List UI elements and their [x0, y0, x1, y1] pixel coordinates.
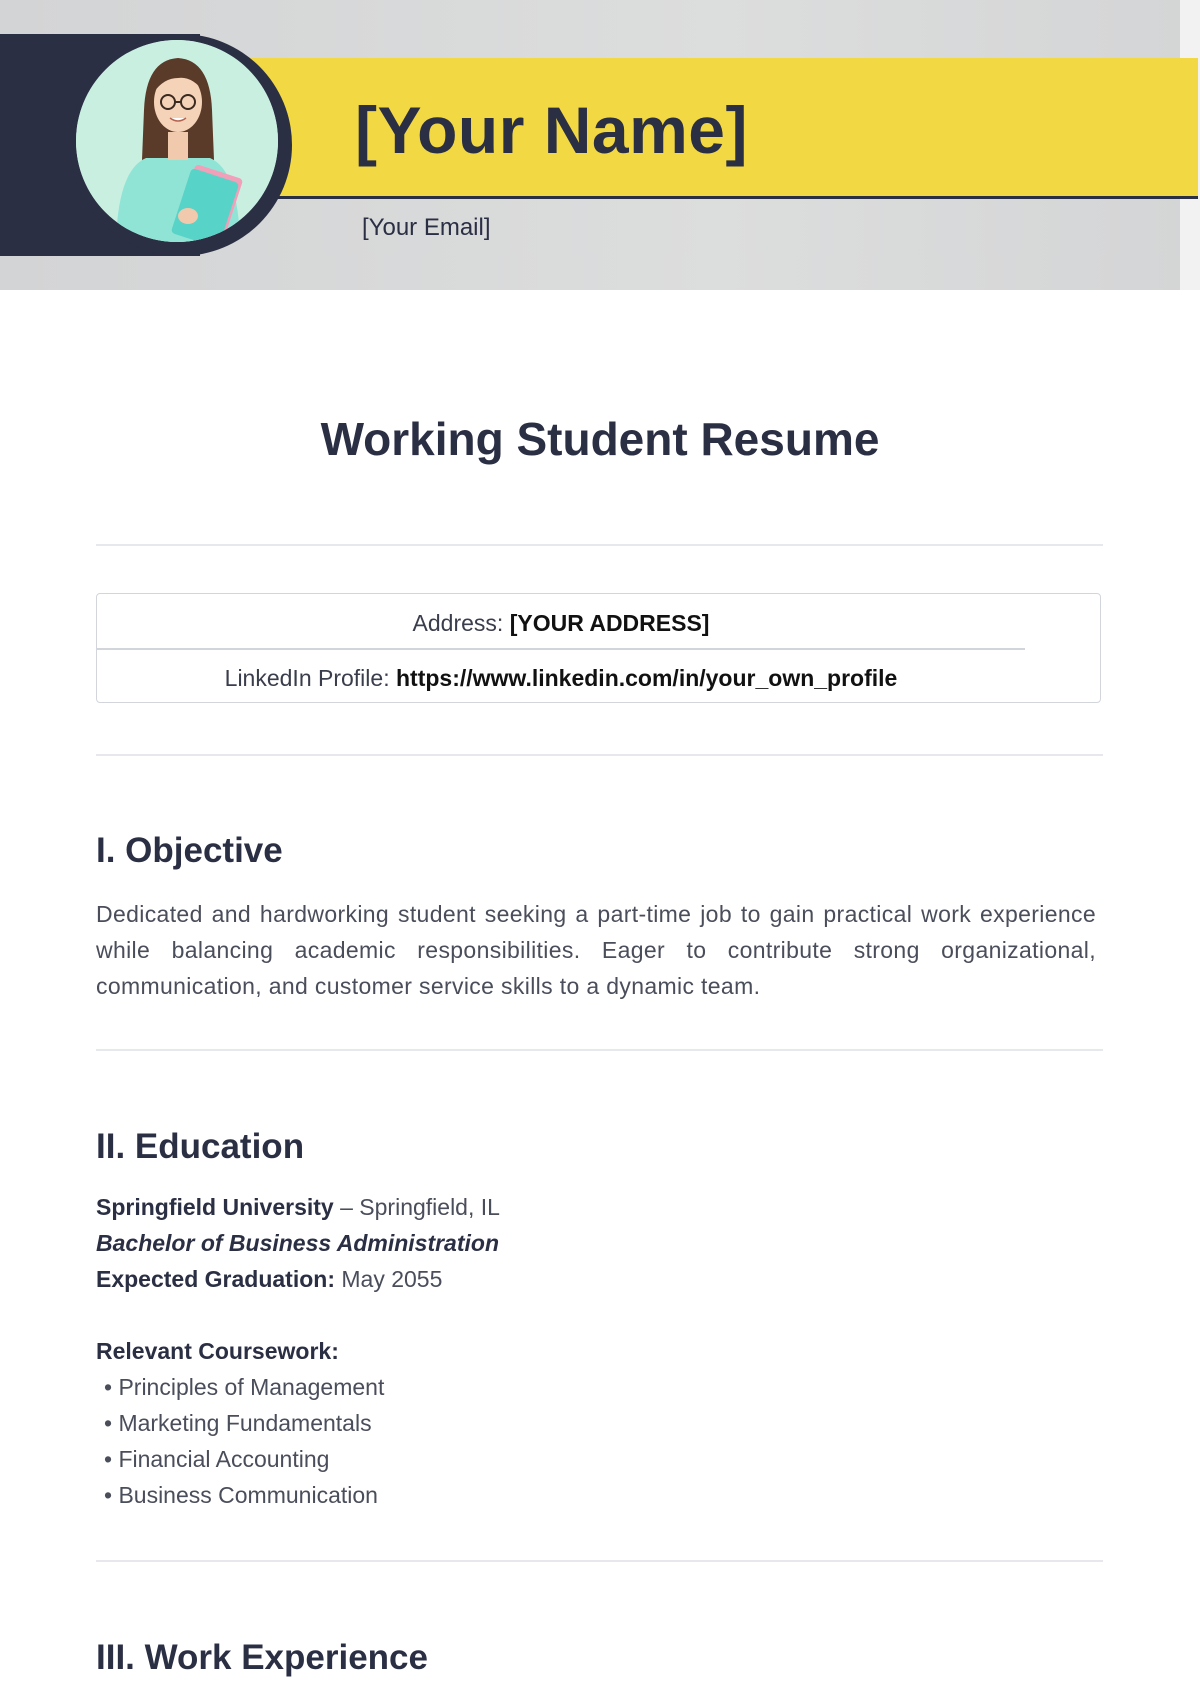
- candidate-email: [Your Email]: [362, 214, 491, 241]
- header-banner: [0, 0, 1200, 290]
- coursework-item: • Financial Accounting: [104, 1446, 330, 1472]
- linkedin-link[interactable]: https://www.linkedin.com/in/your_own_profile: [395, 665, 898, 691]
- school-line: [96, 1194, 500, 1221]
- divider: [96, 754, 1103, 756]
- address-value: [YOUR ADDRESS]: [509, 610, 710, 636]
- contact-table: [96, 593, 1101, 703]
- profile-photo: [76, 40, 278, 242]
- objective-heading: I. Objective: [96, 831, 283, 870]
- graduation-line: [96, 1266, 442, 1293]
- school-name: Springfield University: [96, 1194, 334, 1220]
- coursework-item: • Principles of Management: [104, 1374, 385, 1400]
- degree-name: Bachelor of Business Administration: [96, 1230, 499, 1256]
- graduation-label: Expected Graduation:: [96, 1266, 335, 1292]
- address-row: [97, 610, 1025, 637]
- objective-text: Dedicated and hardworking student seeking a part-time job to gain practical work experience while balancing academic responsibilities. Eager to contribute strong organizational, communication, and customer service skills to a dynamic team.: [96, 901, 1096, 999]
- divider: [96, 1560, 1103, 1562]
- coursework-item: • Marketing Fundamentals: [104, 1410, 372, 1436]
- coursework-item: • Business Communication: [104, 1482, 378, 1508]
- divider: [96, 544, 1103, 546]
- graduation-value: May 2055: [334, 1266, 443, 1292]
- degree-line: [96, 1230, 499, 1257]
- candidate-name: [Your Name]: [355, 93, 748, 167]
- document-title: Working Student Resume: [320, 413, 880, 465]
- school-location: – Springfield, IL: [333, 1194, 500, 1220]
- coursework-heading: [96, 1338, 339, 1365]
- work-experience-heading: III. Work Experience: [96, 1638, 428, 1677]
- divider: [96, 1049, 1103, 1051]
- coursework-label: Relevant Coursework:: [96, 1338, 339, 1364]
- address-label: Address:: [412, 610, 504, 636]
- contact-divider: [97, 648, 1025, 650]
- education-heading: II. Education: [96, 1127, 305, 1166]
- linkedin-row: [97, 665, 1025, 692]
- linkedin-label: LinkedIn Profile:: [224, 665, 390, 691]
- student-portrait-image: [76, 40, 278, 242]
